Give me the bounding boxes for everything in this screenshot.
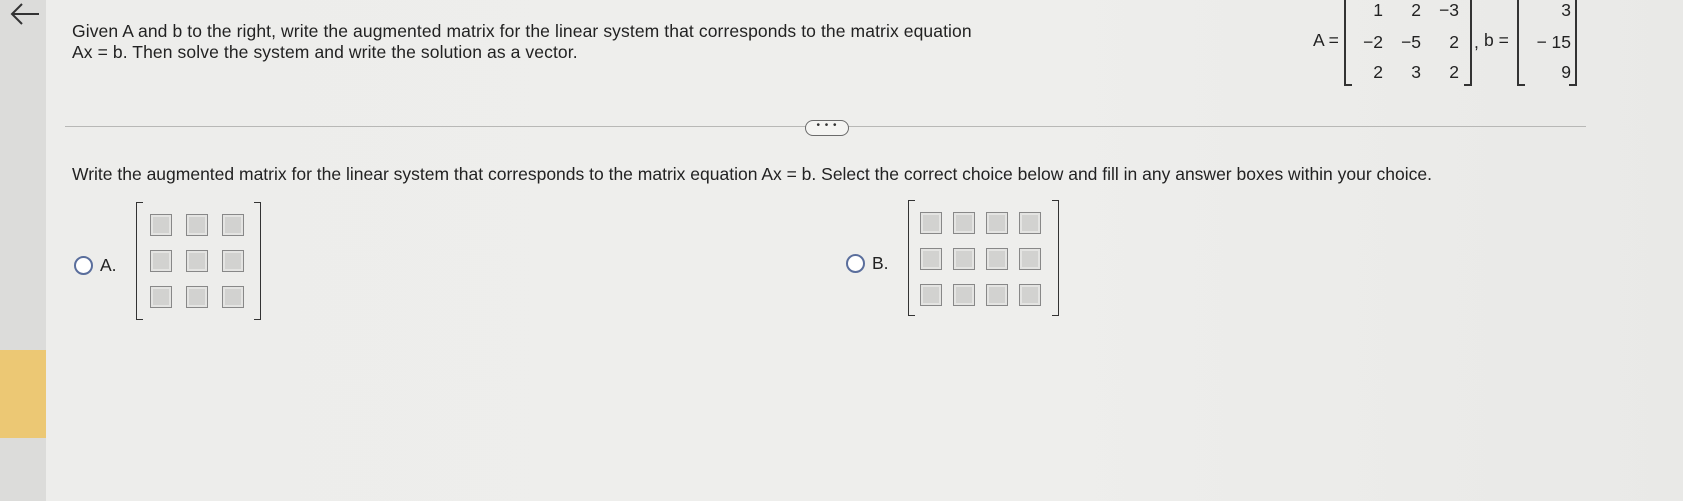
choice-a-left-bracket [136, 202, 143, 320]
choice-b-answer-box[interactable] [920, 212, 942, 234]
expand-button[interactable]: • • • [805, 120, 849, 136]
left-sidebar [0, 0, 47, 501]
matrix-a-right-bracket [1464, 0, 1472, 86]
choice-b-answer-box[interactable] [953, 212, 975, 234]
choice-a-radio[interactable] [74, 256, 93, 275]
choice-b-left-bracket [908, 200, 915, 316]
choice-b-answer-box[interactable] [1019, 284, 1041, 306]
choice-a-answer-box[interactable] [150, 214, 172, 236]
choice-a-answer-box[interactable] [222, 214, 244, 236]
matrix-a-cell: 2 [1449, 32, 1459, 52]
matrix-a-cell: −5 [1401, 32, 1421, 52]
matrix-a-cell: 2 [1449, 62, 1459, 82]
choice-b[interactable] [846, 200, 1066, 320]
choice-b-answer-box[interactable] [986, 284, 1008, 306]
choice-b-answer-box[interactable] [1019, 248, 1041, 270]
vector-b-cell: 9 [1561, 62, 1571, 82]
matrix-a-cell: 3 [1411, 62, 1421, 82]
choice-a-answer-box[interactable] [186, 214, 208, 236]
choice-a[interactable] [74, 202, 274, 322]
matrix-a-cell: 2 [1373, 62, 1383, 82]
matrix-a-cell: 1 [1373, 0, 1383, 20]
choice-b-answer-box[interactable] [920, 284, 942, 306]
matrix-a-cell: 2 [1411, 0, 1421, 20]
choice-a-answer-box[interactable] [186, 286, 208, 308]
question-text [72, 21, 1012, 63]
choice-a-answer-box[interactable] [150, 286, 172, 308]
choice-b-answer-box[interactable] [1019, 212, 1041, 234]
vector-b-cell: − 15 [1536, 32, 1571, 52]
matrix-a-cell: −2 [1363, 32, 1383, 52]
vector-b-left-bracket [1517, 0, 1525, 86]
vector-b-cell: 3 [1561, 0, 1571, 20]
back-button[interactable] [6, 0, 42, 30]
choice-a-answer-box[interactable] [222, 286, 244, 308]
choice-b-radio[interactable] [846, 254, 865, 273]
matrix-a-cell: −3 [1439, 0, 1459, 20]
left-arrow-icon [6, 0, 42, 30]
choice-b-right-bracket [1052, 200, 1059, 316]
choice-a-right-bracket [254, 202, 261, 320]
choice-b-answer-box[interactable] [986, 248, 1008, 270]
choice-b-label: B. [872, 253, 889, 273]
matrix-a-label: A = [1313, 30, 1339, 50]
choice-a-label: A. [100, 255, 117, 275]
question-line-2: Ax = b. Then solve the system and write the solution as a vector. [72, 42, 578, 62]
sidebar-highlight [0, 350, 46, 438]
choice-b-answer-box[interactable] [920, 248, 942, 270]
choice-b-answer-box[interactable] [986, 212, 1008, 234]
choice-a-answer-box[interactable] [222, 250, 244, 272]
choice-b-answer-box[interactable] [953, 248, 975, 270]
choice-a-answer-box[interactable] [186, 250, 208, 272]
question-line-1: Given A and b to the right, write the augmented matrix for the linear system that corresponds to the matrix equation [72, 21, 972, 41]
given-matrices [1313, 0, 1683, 88]
instruction-text: Write the augmented matrix for the linear system that corresponds to the matrix equation Ax = b. Select the correct choice below and fill in any answer boxes within your choice. [72, 164, 1433, 184]
vector-b-label: b = [1484, 30, 1509, 50]
vector-b-right-bracket [1569, 0, 1577, 86]
choice-b-answer-box[interactable] [953, 284, 975, 306]
comma: , [1474, 32, 1479, 52]
choice-a-answer-box[interactable] [150, 250, 172, 272]
